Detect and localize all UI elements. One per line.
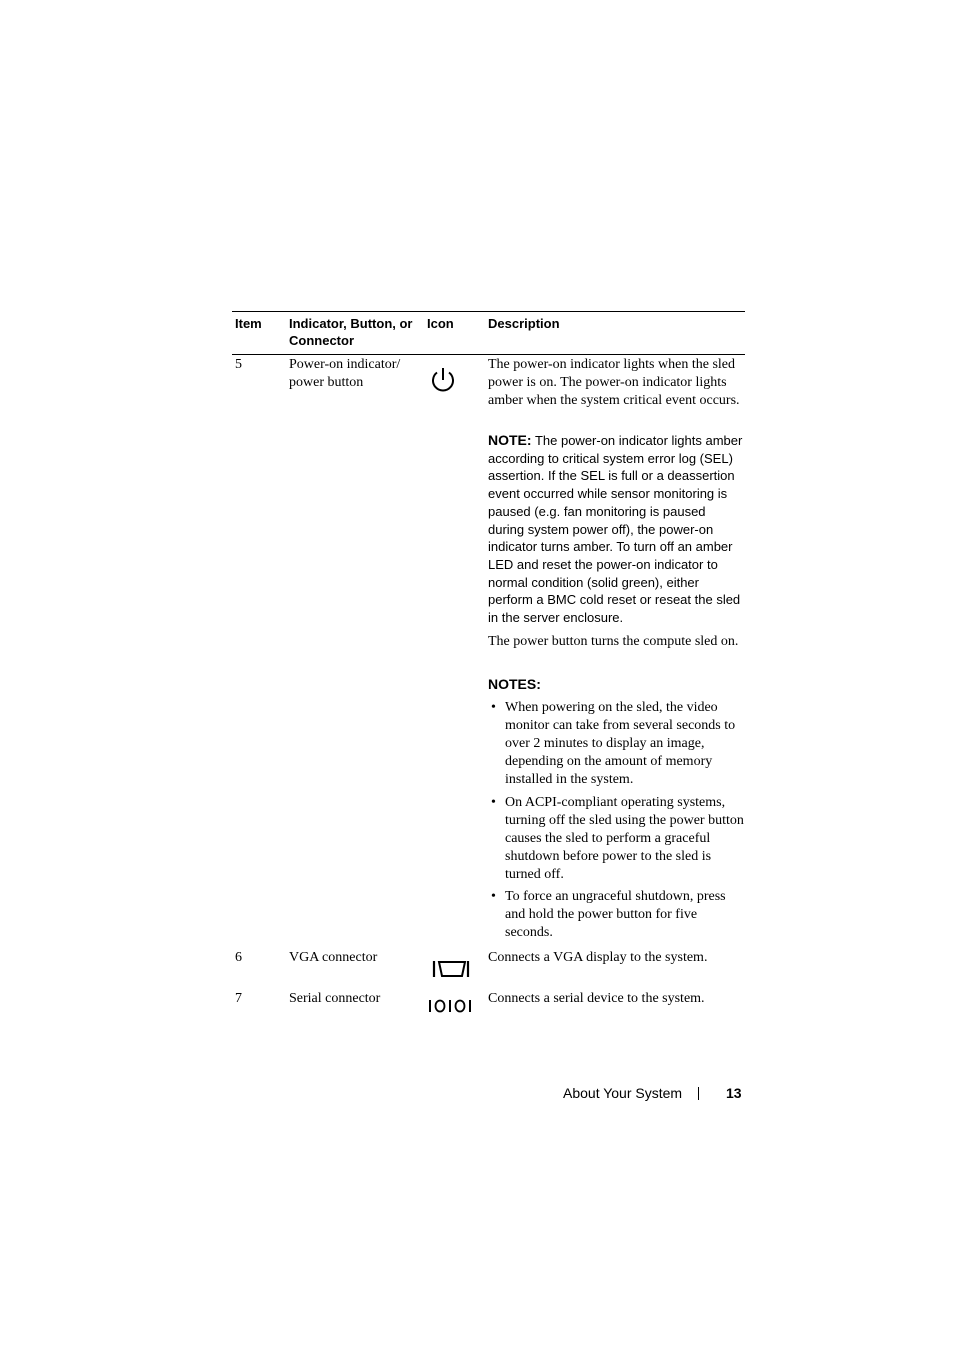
row-indicator-name: Serial connector: [289, 991, 381, 1006]
notes-label: NOTES:: [488, 676, 541, 692]
footer-divider: [698, 1087, 699, 1100]
header-description: Description: [488, 316, 560, 331]
header-icon: Icon: [427, 316, 454, 331]
power-icon: [428, 365, 458, 395]
list-item: When powering on the sled, the video monitor can take from several seconds to over 2 minutes to display an image, depending on the amount of memory installed in the system.: [505, 700, 736, 787]
header-item: Item: [235, 316, 262, 331]
bullet-icon: •: [491, 889, 496, 904]
row-description: Connects a VGA display to the system.: [488, 950, 708, 965]
row-description: Connects a serial device to the system.: [488, 991, 705, 1006]
row-indicator-name: Power-on indicator/ power button: [289, 357, 401, 390]
list-item: To force an ungraceful shutdown, press and hold the power button for five seconds.: [505, 889, 726, 940]
header-indicator: Indicator, Button, or Connector: [289, 316, 413, 348]
note-text: The power-on indicator lights amber according to critical system error log (SEL) assertion. If the SEL is full or a deassertion event occurred while sensor monitoring is paused (e.g. fan monitoring is paused during system power off), the power-on indicator turns amber. To turn off an amber LED and reset the power-on indicator to normal condition (solid green), either perform a BMC cold reset or reseat the sled in the server enclosure.: [488, 433, 743, 626]
table-top-rule: [232, 311, 745, 312]
row-indicator-name: VGA connector: [289, 950, 378, 965]
page-number: 13: [726, 1085, 742, 1101]
list-item: On ACPI-compliant operating systems, turning off the sled using the power button causes the sled to perform a graceful shutdown before power to the sled is turned off.: [505, 795, 744, 882]
row-item-number: 7: [235, 991, 242, 1006]
row-description-power-button: The power button turns the compute sled on.: [488, 634, 739, 649]
footer-section-title: About Your System: [563, 1085, 683, 1101]
vga-icon: [432, 959, 470, 979]
bullet-icon: •: [491, 700, 496, 715]
row-item-number: 5: [235, 357, 242, 372]
row-item-number: 6: [235, 950, 242, 965]
row-description: The power-on indicator lights when the sled power is on. The power-on indicator lights amber when the system critical event occurs.: [488, 357, 740, 408]
serial-icon: [428, 998, 474, 1014]
table-header-rule: [232, 354, 745, 355]
bullet-icon: •: [491, 795, 496, 810]
note: [488, 432, 744, 627]
note-label: NOTE:: [488, 432, 532, 448]
